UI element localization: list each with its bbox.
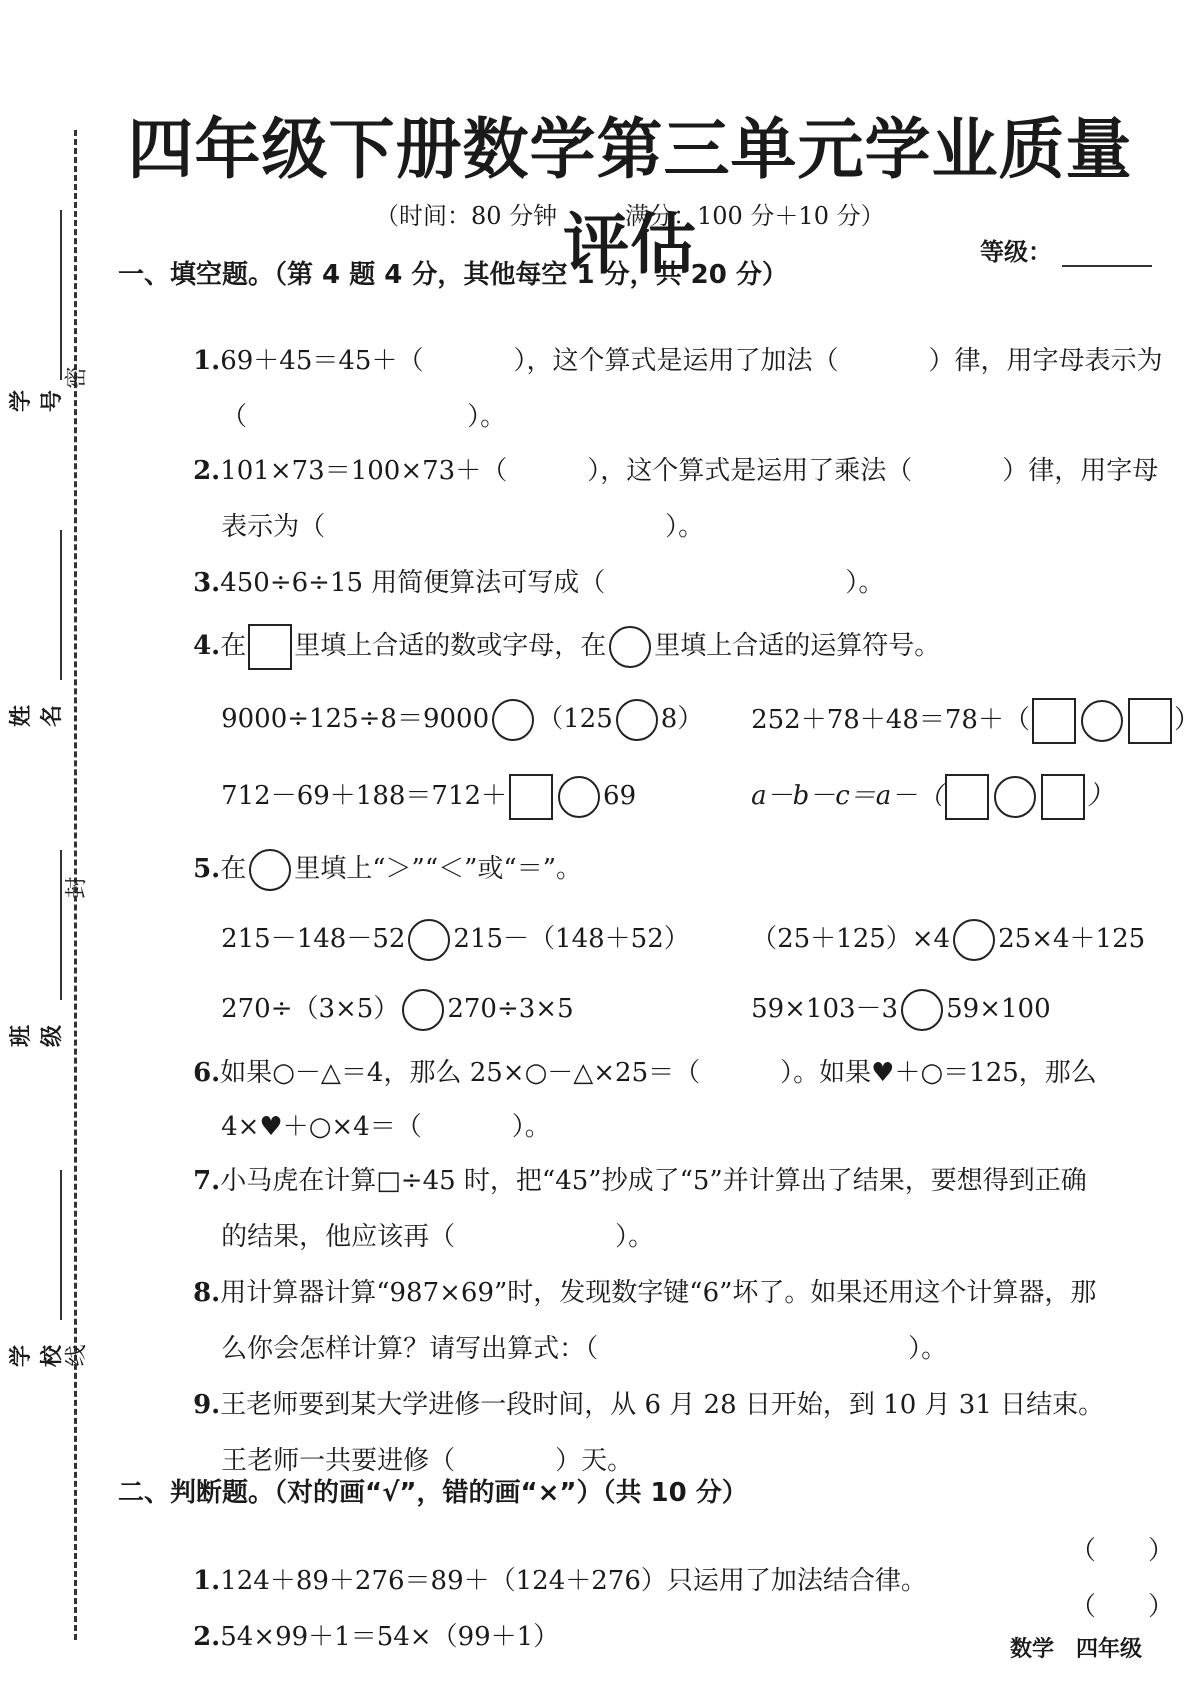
q5-r2-text-c: 59×103－3 (751, 994, 899, 1024)
q6-text-a: 如果○－△＝4，那么 25×○－△×25＝（ (220, 1058, 701, 1088)
page-footer: 数学 四年级 (1010, 1637, 1143, 1662)
q4-r2-box-1[interactable] (509, 774, 553, 820)
q9-text-a: 王老师要到某大学进修一段时间，从 6 月 28 日开始，到 10 月 31 日结束。 (220, 1390, 1105, 1420)
q8-text-c: ）。 (908, 1334, 948, 1364)
q6-text-c: ＋○＝125，那么 (894, 1058, 1097, 1088)
school-label: 学校 (9, 1345, 65, 1368)
j2-answer-paren[interactable]: （ ） (1070, 1592, 1175, 1622)
q4-r2-text-d: ） (1087, 781, 1114, 811)
q4-r2-text-a: 712－69＋188＝712＋ (221, 781, 508, 811)
margin-student-id (9, 200, 65, 420)
margin-school (9, 1160, 65, 1380)
q1-text-e: ）。 (467, 402, 507, 432)
square-box-icon (248, 624, 292, 670)
q1-text-a: 69＋45＝45＋（ (220, 346, 424, 376)
q8-text-a: 用计算器计算“987×69”时，发现数字键“6”坏了。如果还用这个计算器，那 (220, 1278, 1097, 1308)
q4-r2-circle-2[interactable] (994, 776, 1036, 818)
q4-r2-circle-1[interactable] (558, 776, 600, 818)
q2-text-b: ），这个算式是运用了乘法（ (587, 456, 913, 486)
j1-number: 1. (193, 1566, 221, 1596)
q9-text-b: 王老师一共要进修（ (221, 1446, 456, 1476)
q5-r2-text-b: 270÷3×5 (447, 994, 574, 1024)
j1-text: 124＋89＋276＝89＋（124＋276）只运用了加法结合律。 (220, 1566, 927, 1596)
q4-r1-box-1[interactable] (1032, 698, 1076, 744)
q8-text-b: 么你会怎样计算？请写出算式：（ (221, 1334, 599, 1364)
q4-r1-circle-1[interactable] (492, 699, 534, 741)
cut-mark-feng: 封 (64, 876, 90, 899)
q2-text-c: ）律，用字母 (1002, 456, 1159, 486)
q4-r2-text-b: 69 (603, 781, 637, 811)
j2-text: 54×99＋1＝54×（99＋1） (220, 1622, 560, 1652)
cut-mark-mi: 密 (64, 366, 90, 389)
section-2-heading: 二、判断题。（对的画“√”，错的画“×”）（共 10 分） (118, 1478, 748, 1508)
q6-text-d: 4× (221, 1112, 260, 1142)
q2-text-d: 表示为（ (221, 512, 326, 542)
q9-number: 9. (193, 1390, 221, 1420)
margin-class (9, 840, 65, 1060)
j1-answer-paren[interactable]: （ ） (1070, 1536, 1175, 1566)
q4-r1-circle-3[interactable] (1081, 700, 1123, 742)
j2-number: 2. (193, 1622, 221, 1652)
circle-icon (609, 626, 651, 668)
q4-text-a: 在 (220, 631, 247, 661)
margin-name (9, 520, 65, 740)
q1-text-c: ）律，用字母表示为 (928, 346, 1163, 376)
school-line (60, 1170, 62, 1320)
grade-field (980, 232, 1152, 267)
q1-text-b: ），这个算式是运用了加法（ (513, 346, 839, 376)
grade-label: 等级： (980, 238, 1052, 266)
q3-number: 3. (193, 568, 221, 598)
q7-text-a: 小马虎在计算□÷45 时，把“45”抄成了“5”并计算出了结果，要想得到正确 (220, 1166, 1087, 1196)
name-line (60, 530, 62, 680)
q2-text-e: ）。 (665, 512, 705, 542)
q6-text-f: ）。 (511, 1112, 551, 1142)
q5-r1-text-a: 215－148－52 (221, 924, 406, 954)
score-info: 满分：100 分＋10 分） (625, 202, 885, 230)
q4-r1-text-b: （125 (537, 704, 613, 734)
student-id-line (60, 210, 62, 380)
q4-r1-text-e: ） (1173, 705, 1200, 735)
q4-r1-text-d: 252＋78＋48＝78＋（ (751, 705, 1030, 735)
q7-text-b: 的结果，他应该再（ (221, 1222, 456, 1252)
q4-r1-box-2[interactable] (1128, 698, 1172, 744)
q8-number: 8. (193, 1278, 221, 1308)
name-label: 姓名 (9, 705, 65, 728)
q5-r1-text-c: （25＋125）×4 (751, 924, 951, 954)
class-label: 班级 (9, 1025, 65, 1048)
q4-r2-box-2[interactable] (945, 774, 989, 820)
student-id-label: 学号 (9, 390, 65, 413)
heart-icon: ♥ (871, 1058, 895, 1088)
q5-r1-circle-2[interactable] (953, 919, 995, 961)
q5-text-b: 里填上“＞”“＜”或“＝”。 (294, 854, 582, 884)
q4-r2-text-c: a－b－c＝a－（ (751, 781, 944, 811)
q5-r1-text-d: 25×4＋125 (998, 924, 1146, 954)
q2-number: 2. (193, 456, 221, 486)
q1-text-d: （ (221, 402, 248, 432)
q5-r2-text-d: 59×100 (946, 994, 1051, 1024)
q4-text-c: 里填上合适的运算符号。 (654, 631, 941, 661)
q5-r2-text-a: 270÷（3×5） (221, 994, 400, 1024)
circle-icon (249, 849, 291, 891)
q9-text-c: ）天。 (555, 1446, 634, 1476)
page-title: 四年级下册数学第三单元学业质量评估 (127, 111, 1133, 283)
grade-input-line[interactable] (1062, 265, 1152, 267)
q1-number: 1. (193, 346, 221, 376)
time-info: （时间：80 分钟 (375, 202, 558, 230)
q4-text-b: 里填上合适的数或字母，在 (294, 631, 607, 661)
q6-text-b: ）。如果 (780, 1058, 872, 1088)
heart-icon: ♥ (259, 1112, 283, 1142)
q6-text-e: ＋○×4＝（ (282, 1112, 422, 1142)
q3-text-a: 450÷6÷15 用简便算法可写成（ (220, 568, 606, 598)
q4-r1-circle-2[interactable] (616, 699, 658, 741)
q5-r1-circle-1[interactable] (408, 919, 450, 961)
q4-r2-box-3[interactable] (1041, 774, 1085, 820)
q4-number: 4. (193, 631, 221, 661)
q3-text-b: ）。 (845, 568, 885, 598)
q2-text-a: 101×73＝100×73＋（ (220, 456, 508, 486)
section-1-heading: 一、填空题。（第 4 题 4 分，其他每空 1 分，共 20 分） (118, 260, 788, 290)
cut-mark-xian: 线 (64, 1344, 90, 1367)
q5-text-a: 在 (220, 854, 247, 884)
q6-number: 6. (193, 1058, 221, 1088)
class-line (60, 850, 62, 1000)
q4-row2-right (718, 744, 1113, 850)
q5-number: 5. (193, 854, 221, 884)
q5-r1-text-b: 215－（148＋52） (453, 924, 690, 954)
q4-r1-text-c: 8） (660, 704, 704, 734)
judge-2 (160, 1586, 559, 1683)
q7-number: 7. (193, 1166, 221, 1196)
q7-text-c: ）。 (615, 1222, 655, 1252)
q4-r1-text-a: 9000÷125÷8＝9000 (221, 704, 490, 734)
